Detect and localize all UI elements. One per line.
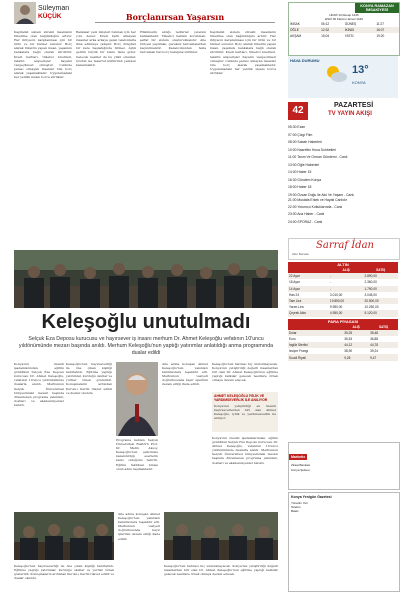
ramadan-cell: 12:32 — [320, 27, 344, 33]
ramadan-day: HİCRİ 13 Recep 1446 — [329, 13, 359, 17]
tv-header — [288, 102, 398, 122]
gold-cell: - — [329, 280, 331, 285]
author-photo — [14, 2, 36, 24]
fx-cell: 9,47 — [369, 354, 398, 360]
tv-item: 13:00 Öğle Haberleri — [288, 162, 320, 167]
quote-box — [212, 392, 278, 432]
fx-title: PARA PİYASASI — [288, 319, 398, 324]
tv-item: 23:00 Ana Haber - Canlı — [288, 212, 325, 216]
ramadan-cell: İKİNDİ — [344, 27, 376, 33]
ramadan-box — [288, 2, 400, 56]
quote-title: AHMET KELEŞOĞLU İYİLİK VE YARDIMSEVERLİK İLE ANILIYOR — [214, 394, 268, 402]
weather-temp: 13° — [352, 64, 369, 76]
gold-col-head: ALIŞ — [329, 267, 364, 273]
gold-cell: Has 24 — [289, 292, 300, 297]
fx-col-head: ALIŞ — [343, 324, 369, 330]
story-col-4: Aile adına konuşan Ahmet Keleşoğlu'nun yakınları katılımcılara teşekkür etti. Merhumun vasiyeti doğrultusunda hayır işlerinin devam ettiği ifade edildi. — [162, 362, 208, 387]
ad-box — [288, 442, 400, 490]
tv-item: 22:00 Yorumcu Koltuklarında - Canlı — [288, 204, 343, 209]
ramadan-cell: 11:27 — [376, 22, 385, 27]
sun-cloud-icon — [324, 64, 348, 84]
fx-cell: 38,90 — [344, 349, 353, 354]
weather-city: KONYA — [352, 80, 366, 85]
gold-cell: 20.500,00 — [363, 298, 398, 304]
column-divider — [95, 22, 275, 23]
column-text-4: Kapitalist sistem sürekli insanların tüketime olan bağımlılığını artırır. Her ihtiyacın karşılanması için bir ürün ve bir hizmet sunulur. Borç alarak tüketim yapan insan, yaşamını bankalara bağlı olarak sürdürür. Kredi kartları, tüketici kredileri, taksitli alışverişler hayatın vazgeçilmezi olmuştur. Cebinde parası olmayan insanlar bile borç alarak yaşamaktadır. Uygulamadaki her yenilik insanı borca sürükler. — [210, 30, 276, 75]
gold-header — [288, 238, 398, 260]
gold-cell: - — [329, 273, 364, 279]
gold-cell: 3.045,00 — [364, 292, 377, 297]
column-text-1: Kapitalist sistem sürekli insanların tüketime olan bağımlılığını artırır. Her ihtiyacın karşılanması için bir ürün ve bir hizmet sunulur. Borç alarak tüketim yapan insan, yaşamını bankalara bağlı olarak sürdürür. Kredi kartları, tüketici kredileri, taksitli alışverişler hayatın vazgeçilmezi olmuştur. Cebinde parası olmayan insanlar bile borç alarak yaşamaktadır. Uygulamadaki her yenilik insanı borca sürükler. — [14, 30, 72, 80]
ramadan-cell: YATSI — [344, 34, 354, 39]
story-col-7: Aile adına konuşan Ahmet Keleşoğlu'nun yakınları katılımcılara teşekkür etti. Merhumun vasiyeti doğrultusunda hayır işlerinin devam ettiği ifade edildi. — [118, 512, 160, 541]
gold-cell: Yarım Lira — [289, 305, 304, 310]
gold-cell: 3.010,00 — [329, 292, 343, 297]
gold-cell: - — [329, 286, 364, 292]
author-block — [14, 2, 88, 26]
ramadan-cell: 06:12 — [321, 22, 330, 27]
weather-title: HAVA DURUMU — [290, 58, 320, 63]
main-headline: Keleşoğlu unutulmadı — [41, 311, 251, 333]
bottom-photo-1 — [14, 512, 114, 560]
ad-line-1: Ziraat Bankası — [291, 463, 311, 467]
fx-cell: 36,53 — [344, 336, 353, 341]
ramadan-cell: 15:04 — [321, 34, 330, 39]
person-photo — [116, 362, 158, 436]
gold-cell: 9.950,00 — [329, 305, 343, 310]
ramadan-cell: GÜNEŞ — [344, 22, 357, 27]
tv-item: 10:00 Nasrettin Hoca Sohbetleri — [288, 147, 337, 152]
fx-col-head: SATIŞ — [369, 324, 398, 330]
ramadan-cell: AKŞAM — [290, 34, 302, 39]
footer-line-2: Telefon — [291, 505, 301, 509]
main-deck: Selçuk Eza Deposu kurucusu ve hayırsever iş insanı merhum Dr. Ahmet Keleşoğlu vefatının 10'uncu yıldönümünde mezarı başında anıldı. Merhum Keleşoğlu'nun yaptığı yatırımlar anlatıldığı anma programında dualar edildi — [18, 336, 274, 356]
gold-cell: 10.250,00 — [364, 305, 379, 310]
fx-cell: 35,48 — [369, 330, 398, 336]
fx-cell: 36,88 — [370, 336, 379, 341]
column-headline: Borçlanırsan Yaşarsın — [125, 12, 225, 22]
tv-heading-1: PAZARTESİ — [334, 102, 374, 109]
footer-line-3: Baskı — [291, 509, 299, 513]
footer-title: Konya Yenigün Gazetesi — [291, 495, 332, 499]
gold-cell: 1.790,00 — [363, 286, 398, 292]
footer-line-1: Yönetim Yeri — [291, 501, 308, 505]
main-photo — [14, 250, 278, 308]
gold-title: ALTIN — [288, 262, 398, 267]
right-sidebar — [284, 0, 400, 594]
gold-cell: 2.360,00 — [364, 280, 377, 285]
author-first-name: Süleyman — [38, 5, 70, 12]
ad-line-2: Konya Şubesi — [291, 468, 310, 472]
column-text-2: Bankalar yeni müşteri bulmak için her yolu dener. Kredi kartı almayan insanlar arka arkaya gelen telefonlarla ikna edilmeye çalışılır. Borç döngüsü bir kere başladığında bitmez. Aylık gelirin büyük bir kısmı faize gider. Gelecek nesiller de bu yükü omuzlar. Çözüm ise tasarruf kültürünü yeniden kazanmaktır. — [76, 30, 136, 67]
gold-section — [288, 262, 398, 361]
gold-cell: 18 Ayar — [289, 280, 300, 285]
story-col-3: Programa katılan Selçuk Üniversitesi Rektörü Prof. Dr. Metin Aksoy, Keleşoğlu'nun şehrimize kazandırdığı eserlerin kalıcı olduğunu belirtti. Eğitim fakültesi binası onun adını taşımaktadır. — [116, 438, 158, 471]
tv-item: 08:00 Sabah Haberleri — [288, 140, 322, 144]
tv-item: 07:00 Çizgi Film — [288, 132, 313, 137]
gold-cell: 22 Ayar — [288, 273, 329, 279]
ad-label: Marketix — [291, 455, 306, 459]
bottom-photo-2 — [164, 512, 278, 560]
fx-cell: Euro — [289, 336, 296, 341]
fx-cell: İsviçre Frangı — [289, 349, 309, 354]
tv-item: 16:30 Gündem Konya — [288, 177, 321, 182]
fx-cell: 44,12 — [343, 342, 369, 348]
tv-item: 19:00 Özcan Doğu ile Akıl Ve Yaşam - Canlı — [288, 192, 355, 197]
gold-table — [288, 267, 398, 317]
ramadan-cell: İMSAK — [290, 22, 300, 27]
author-last-name: KÜÇÜK — [38, 13, 62, 20]
ramadan-date: ESKİ 30 Kânûn-i Evvel 1440 — [325, 17, 363, 21]
gold-cell: Çeyrek Altın — [288, 310, 329, 316]
gold-brand: Sarraf İdan — [316, 240, 374, 251]
fx-cell: Dolar — [288, 330, 343, 336]
ramadan-cell: 16:07 — [375, 27, 399, 33]
fx-cell: İngiliz Sterlini — [288, 342, 343, 348]
quote-text: Konya'nın yetiştirdiği en önemli hayırseverlerden biri olan Ahmet Keleşoğlu, iyilik ve yardımseverlik ile anılıyor. — [214, 404, 276, 421]
story-col-1: Konya'nın önemli işadamlarından, eğitim gönüllüsü Selçuk Eza Deposu kurucusu Dr. Ahmet Keleşoğlu, vefatının 10'uncu yıldönümünde dualarla anıldı. Merhumun Selçuk Üniversitesi bünyesindeki mezarı başında düzenlenen programa yakınları, dostları ve akademisyenler katıldı. — [14, 362, 64, 407]
tv-item: 05:30 Ezan — [288, 125, 306, 129]
gold-cell: Tam Lira — [288, 298, 329, 304]
fx-cell: 39,24 — [370, 349, 379, 354]
tv-schedule — [288, 124, 398, 226]
tv-item: 14:00 Haber 15 — [288, 170, 312, 174]
fx-cell: 9,28 — [343, 354, 369, 360]
gold-cell: 14 Ayar — [288, 286, 329, 292]
weather-box — [288, 56, 398, 98]
gold-sub: Altın Borsası — [292, 252, 310, 256]
fx-cell: Suudi Riyali — [288, 354, 343, 360]
gold-cell: 2.890,00 — [363, 273, 398, 279]
ramadan-table — [289, 21, 399, 40]
fx-cell: 35,25 — [343, 330, 369, 336]
tv-item: 11:00 Tarım Ve Orman Gündemi - Canlı — [288, 155, 348, 159]
tv-item: 21:00 Mustafa Erkek ve Hayati Canlıdır — [288, 198, 347, 202]
tv-item: 18:00 Haber 18 — [288, 185, 312, 189]
gold-cell: 5.120,00 — [363, 310, 398, 316]
gold-cell: 4.950,00 — [329, 310, 364, 316]
story-col-2: Keleşoğlu'nun hayırseverliği ile öne çıkan kişiliği hatırlatıldı. Eğitime yaptığı yatırımlar, kurduğu okullar ve yurtlar örnek gösterildi. Konuşmaların ardından Kur'an-ı Kerim tilavet edildi ve dualar okundu. — [66, 362, 112, 395]
ramadan-cell: 19:20 — [376, 34, 385, 39]
fx-table — [288, 324, 398, 361]
tv-logo: 42 — [288, 102, 308, 120]
story-col-5: Keleşoğlu'nun hatırası hiç unutulmayacak. Konya'nın yetiştirdiği değerli insanlardan biri olan Dr. Ahmet Keleşoğlu'nun eğitime yaptığı katkılar gelecek nesillere örnek olmaya devam edecek. — [212, 362, 278, 383]
footer-box — [288, 492, 400, 592]
story-col-9: Keleşoğlu'nun hatırası hiç unutulmayacak. Konya'nın yetiştirdiği değerli insanlardan biri olan Dr. Ahmet Keleşoğlu'nun eğitime yaptığı katkılar gelecek nesillere örnek olmaya devam edecek. — [164, 564, 278, 577]
fx-cell: 44,78 — [369, 342, 398, 348]
tv-item: 24:00 SPORAZ - Canlı — [288, 219, 323, 224]
ramadan-cell: ÖĞLE — [289, 27, 320, 33]
gold-col-head: SATIŞ — [363, 267, 398, 273]
tv-heading-2: TV YAYIN AKIŞI — [328, 111, 372, 117]
story-col-8: Keleşoğlu'nun hayırseverliği ile öne çıkan kişiliği hatırlatıldı. Eğitime yaptığı yatırımlar, kurduğu okullar ve yurtlar örnek gösterildi. Konuşmaların ardından Kur'an-ı Kerim tilavet edildi ve dualar okundu. — [14, 564, 114, 581]
story-col-6: Konya'nın önemli işadamlarından, eğitim gönüllüsü Selçuk Eza Deposu kurucusu Dr. Ahmet Keleşoğlu, vefatının 10'uncu yıldönümünde dualarla anıldı. Merhumun Selçuk Üniversitesi bünyesindeki mezarı başında düzenlenen programa yakınları, dostları ve akademisyenler katıldı. — [212, 436, 278, 465]
column-text-3: Hükümetin aldığı tedbirler yetersiz kalmaktadır. Tüketici hakları korunmalı, şeffaf bir sistem oluşturulmalıdır. Aile bütçesi yapılmalı, gereksiz harcamalardan kaçınılmalıdır. Kazancımızdan fazla harcamak bizi borç batağına sürükler. — [140, 30, 206, 55]
ramadan-title: KONYA RAMAZAN İMSAKİYESİ — [355, 3, 399, 13]
gold-cell: 19.850,00 — [329, 298, 364, 304]
